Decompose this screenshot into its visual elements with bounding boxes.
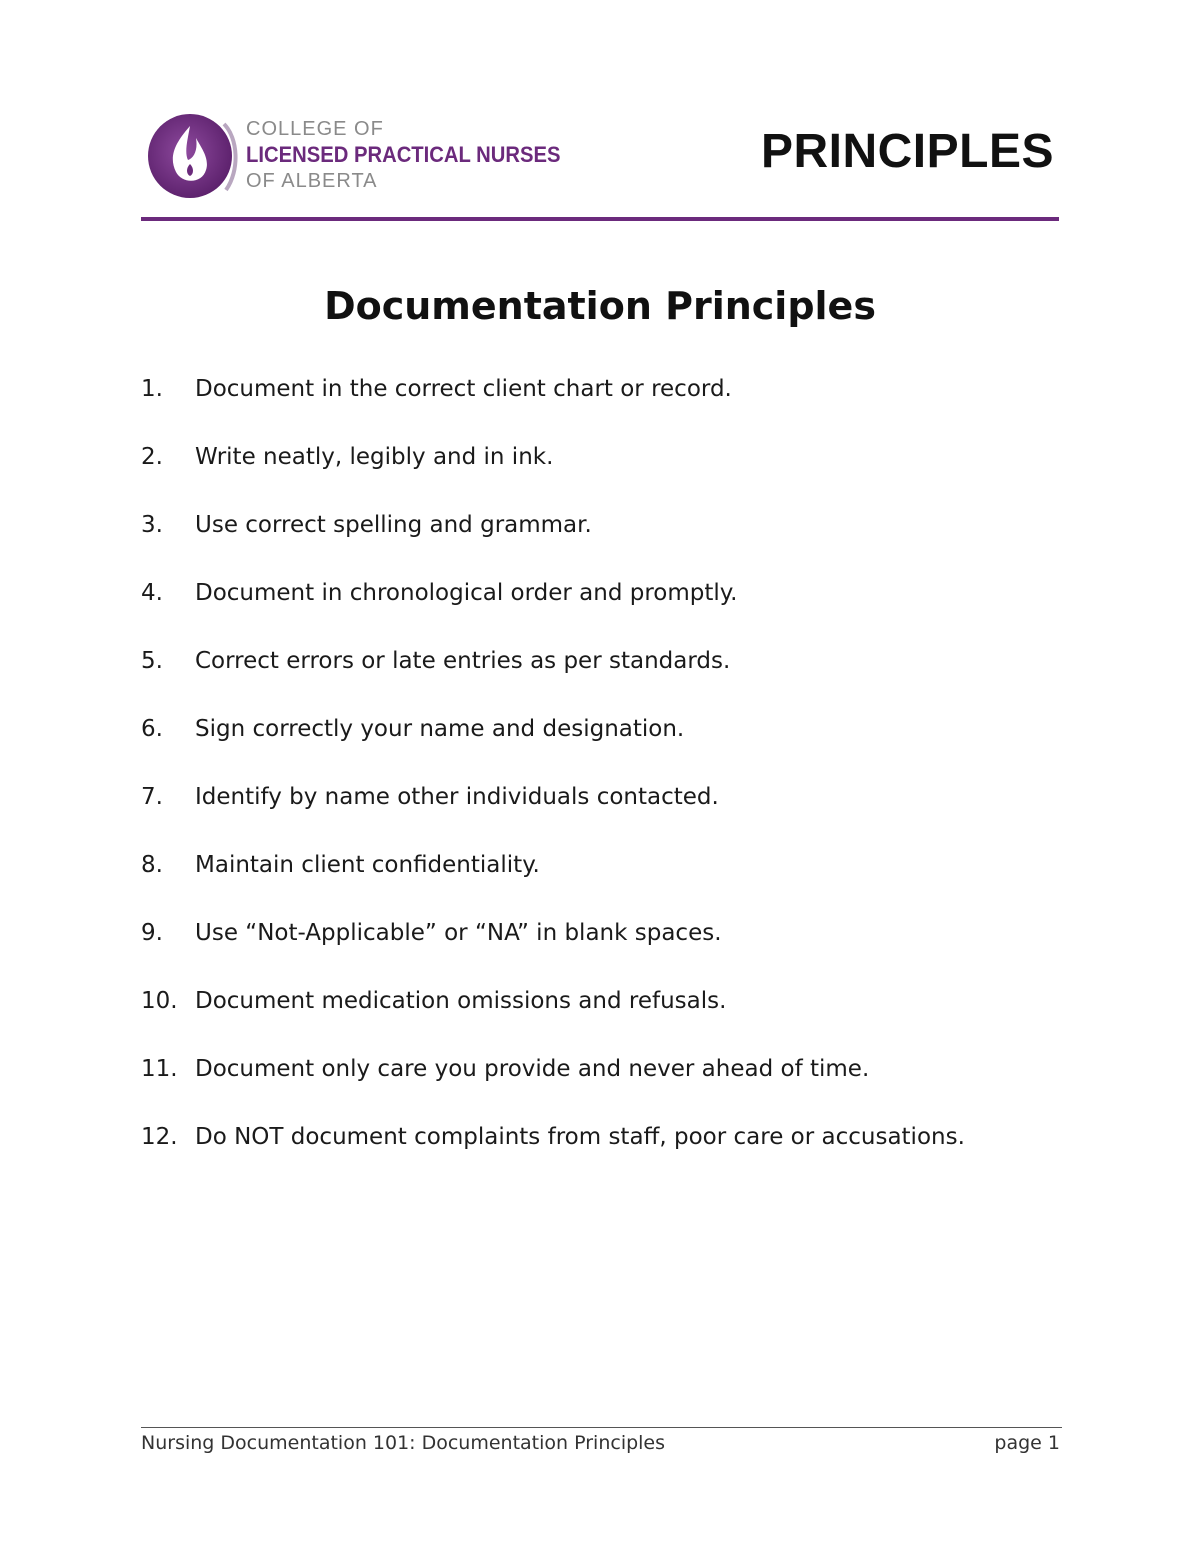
- item-number: 9.: [141, 920, 163, 946]
- item-number: 10.: [141, 988, 178, 1014]
- list-item: [141, 982, 1081, 1050]
- list-item: [141, 438, 1081, 506]
- list-item: [141, 914, 1081, 982]
- list-item: [141, 370, 1081, 438]
- item-text: Use “Not-Applicable” or “NA” in blank spaces.: [195, 920, 722, 946]
- list-item: [141, 506, 1081, 574]
- item-number: 1.: [141, 376, 163, 402]
- item-number: 3.: [141, 512, 163, 538]
- page-title: Documentation Principles: [324, 284, 876, 328]
- item-text: Document in the correct client chart or record.: [195, 376, 732, 402]
- item-number: 8.: [141, 852, 163, 878]
- item-text: Sign correctly your name and designation.: [195, 716, 685, 742]
- item-text: Write neatly, legibly and in ink.: [195, 444, 554, 470]
- logo-line-college: COLLEGE OF: [246, 118, 384, 140]
- list-item: [141, 1118, 1081, 1186]
- footer-document-title: Nursing Documentation 101: Documentation Principles: [141, 1432, 666, 1454]
- list-item: [141, 1050, 1081, 1118]
- logo-line-alberta: OF ALBERTA: [246, 170, 378, 192]
- item-number: 2.: [141, 444, 163, 470]
- principles-list: [141, 370, 1081, 1186]
- item-number: 5.: [141, 648, 163, 674]
- item-number: 6.: [141, 716, 163, 742]
- item-text: Document only care you provide and never ahead of time.: [195, 1056, 870, 1082]
- flame-logo-icon: [146, 112, 242, 202]
- item-text: Document medication omissions and refusals.: [195, 988, 727, 1014]
- item-number: 7.: [141, 784, 163, 810]
- header-divider: [141, 217, 1059, 221]
- list-item: [141, 778, 1081, 846]
- item-text: Do NOT document complaints from staff, poor care or accusations.: [195, 1124, 965, 1150]
- footer-divider: [141, 1427, 1062, 1428]
- item-text: Document in chronological order and promptly.: [195, 580, 738, 606]
- list-item: [141, 642, 1081, 710]
- footer-page-number: page 1: [994, 1432, 1060, 1454]
- item-text: Identify by name other individuals contacted.: [195, 784, 719, 810]
- clpna-logo: [146, 112, 586, 202]
- list-item: [141, 574, 1081, 642]
- item-number: 12.: [141, 1124, 178, 1150]
- item-number: 4.: [141, 580, 163, 606]
- item-text: Maintain client confidentiality.: [195, 852, 540, 878]
- item-text: Correct errors or late entries as per standards.: [195, 648, 731, 674]
- section-label: PRINCIPLES: [760, 125, 1054, 178]
- item-text: Use correct spelling and grammar.: [195, 512, 592, 538]
- item-number: 11.: [141, 1056, 178, 1082]
- list-item: [141, 846, 1081, 914]
- logo-line-licensed: LICENSED PRACTICAL NURSES: [246, 142, 561, 167]
- logo-wordmark: [246, 118, 586, 192]
- list-item: [141, 710, 1081, 778]
